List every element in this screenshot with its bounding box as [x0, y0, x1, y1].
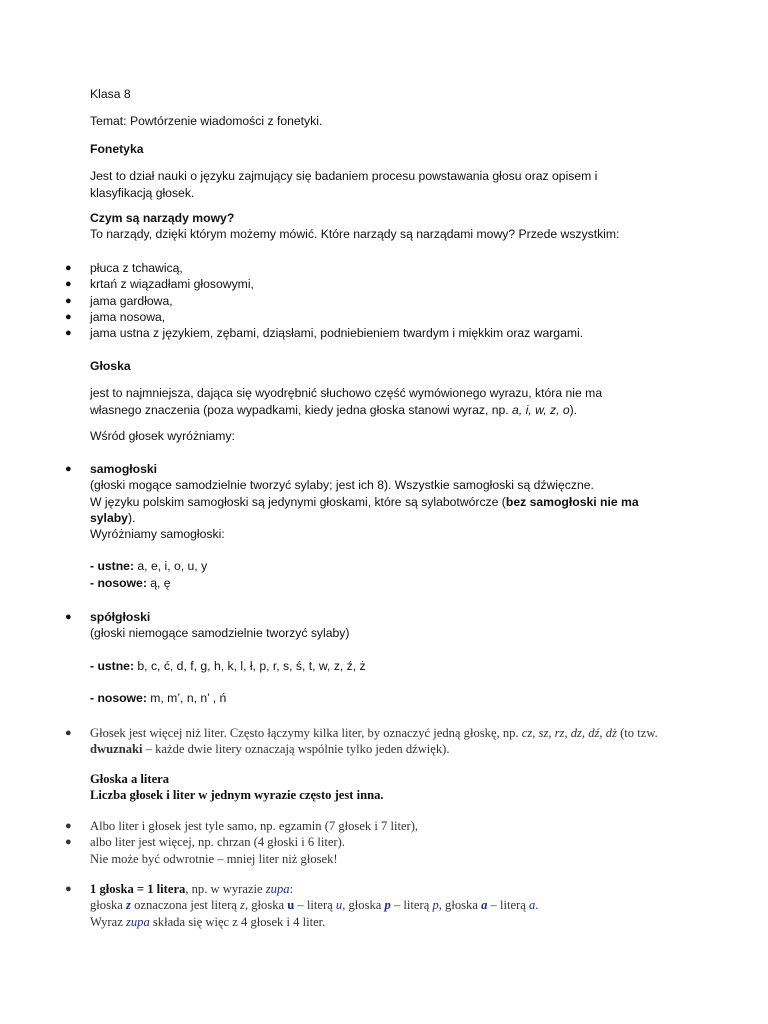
- list-item: ● krtań z wiązadłami głosowymi,: [65, 277, 254, 292]
- class-label: Klasa 8: [90, 87, 131, 101]
- organs-list: [62, 260, 702, 341]
- gloska-litera-list: [62, 818, 702, 867]
- list-item: ● jama nosowa,: [65, 309, 166, 324]
- bullet-icon: ●: [65, 278, 72, 291]
- list-item: ● jama ustna z językiem, zębami, dziąsłami, podniebieniem twardym i miękkim oraz wargami.: [65, 326, 584, 341]
- list-item: ● jama gardłowa,: [65, 293, 173, 308]
- zupa-list: [62, 881, 702, 930]
- bullet-icon: ●: [65, 727, 72, 739]
- spolgloski-title: spółgłoski: [90, 610, 151, 624]
- list-item: ● albo liter jest więcej, np. chrzan (4 głoski i 6 liter). Nie może być odwrotnie – mniej liter niż głosek!: [65, 835, 345, 866]
- samogloski-line2: W języku polskim samogłoski są jedynymi głoskami, które są sylabotwórcze (bez samogłoski nie ma sylaby).: [90, 494, 639, 525]
- samogloski-line3: Wyróżniamy samogłoski:: [90, 527, 225, 542]
- list-item: ● płuca z tchawicą,: [65, 261, 183, 275]
- bullet-icon: ●: [65, 262, 72, 274]
- list-item: ● Albo liter i głosek jest tyle samo, np. egzamin (7 głosek i 7 liter),: [65, 819, 419, 833]
- spolgloski-nosowe: - nosowe: m, m’, n, n’ , ń: [90, 690, 227, 705]
- list-item: [62, 461, 702, 591]
- bullet-icon: ●: [65, 327, 72, 340]
- bullet-icon: ●: [65, 883, 72, 895]
- bullet-icon: ●: [65, 820, 72, 832]
- bullet-icon: ●: [65, 611, 72, 623]
- zupa-rule: 1 głoska = 1 litera, np. w wyrazie zupa:: [90, 882, 294, 896]
- organs-answer: To narządy, dzięki którym możemy mówić. Które narządy są narządami mowy? Przede wszystkim:: [90, 227, 620, 241]
- list-item: [62, 609, 702, 706]
- bullet-icon: ●: [65, 463, 72, 475]
- zupa-letters: głoska z oznaczona jest literą z, głoska u – literą u, głoska p – literą p, głoska a – literą a.: [90, 898, 539, 913]
- gloska-definition: jest to najmniejsza, dająca się wyodrębnić słuchowo część wymówionego wyrazu, która nie ma własnego znaczenia (poza wypadkami, kiedy jedna głoska stanowi wyraz, np. a, i, w, z, o).: [90, 386, 603, 417]
- gloska-litera-subheading: Liczba głosek i liter w jednym wyrazie często jest inna.: [90, 788, 384, 802]
- list-item: ● Głosek jest więcej niż liter. Często łączymy kilka liter, by oznaczyć jedną głoskę, np. cz, sz, rz, dz, dź, dż (to tzw. dwuznaki – każde dwie litery oznaczają wspólnie tylko jeden dźwięk).: [65, 726, 658, 757]
- bullet-icon: ●: [65, 836, 72, 849]
- bullet-icon: ●: [65, 294, 72, 307]
- samogloski-nosowe: - nosowe: ą, ę: [90, 575, 171, 590]
- spolgloski-line1: (głoski niemogące samodzielnie tworzyć sylaby): [90, 626, 350, 641]
- spolgloski-ustne: - ustne: b, c, ć, d, f, g, h, k, l, ł, p, r, s, ś, t, w, z, ź, ż: [90, 658, 366, 673]
- samogloski-title: samogłoski: [90, 462, 158, 476]
- gloska-litera-heading: Głoska a litera: [90, 772, 170, 786]
- organs-question: Czym są narządy mowy?: [90, 211, 235, 225]
- samogloski-list: [62, 461, 702, 591]
- bullet-icon: ●: [65, 310, 72, 323]
- gloska-heading: Głoska: [90, 359, 131, 373]
- samogloski-ustne: - ustne: a, e, i, o, u, y: [90, 559, 208, 574]
- dwuznaki-list: [62, 725, 702, 758]
- topic-line: Temat: Powtórzenie wiadomości z fonetyki.: [90, 114, 323, 128]
- gloska-among: Wśród głosek wyróżniamy:: [90, 429, 235, 443]
- list-item: [62, 881, 702, 930]
- spolgloski-list: [62, 609, 702, 706]
- samogloski-line1: (głoski mogące samodzielnie tworzyć sylaby; jest ich 8). Wszystkie samogłoski są dźwięczne.: [90, 478, 594, 493]
- fonetyka-definition: Jest to dział nauki o języku zajmujący się badaniem procesu powstawania głosu oraz opisem i klasyfikacją głosek.: [90, 169, 598, 200]
- zupa-summary: Wyraz zupa składa się więc z 4 głosek i 4 liter.: [90, 914, 326, 929]
- fonetyka-heading: Fonetyka: [90, 142, 144, 156]
